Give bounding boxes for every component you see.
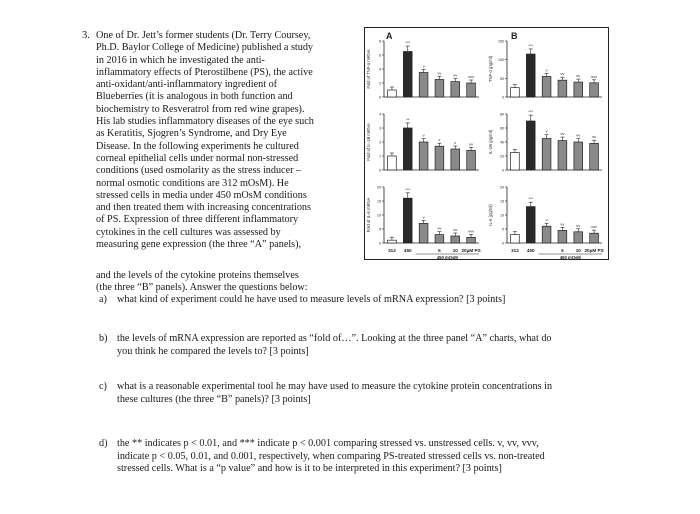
x-tick-label: 312 [511, 248, 519, 253]
y-tick-label: 0 [502, 241, 504, 246]
y-tick-label: 80 [500, 112, 504, 117]
intro-line: corneal epithelial cells under normal non-stressed [96, 152, 299, 164]
x-tick-label: 450 [526, 248, 535, 253]
bar [419, 142, 428, 170]
y-axis-label: Fold of IL-1B mRNA [366, 123, 371, 161]
bar [419, 223, 428, 243]
bar [451, 82, 460, 97]
y-tick-label: 15 [500, 199, 504, 204]
y-tick-label: 6 [379, 53, 381, 58]
significance-label: vv [560, 131, 565, 137]
bar [590, 233, 599, 243]
y-tick-label: 3 [379, 126, 381, 131]
bar [574, 232, 583, 243]
bar [467, 237, 476, 243]
bar [467, 150, 476, 170]
bar [467, 83, 476, 97]
subquestion-text-line: what kind of experiment could he have used to measure levels of mRNA expression? [3 points] [117, 294, 506, 305]
y-tick-label: 20 [500, 185, 504, 190]
intro-line: as Keratitis, Sjogren’s Syndrome, and Dry Eye [96, 128, 287, 140]
subquestion-c [99, 381, 553, 406]
figure-border [365, 28, 609, 260]
y-tick-label: 0 [502, 168, 504, 173]
significance-label: v [422, 214, 425, 220]
bar [435, 146, 444, 170]
significance-label: vv [437, 70, 442, 76]
bar [590, 83, 599, 97]
y-tick-label: 2 [379, 140, 381, 145]
intro-line: anti-oxidant/anti-inflammatory ingredient of [96, 79, 278, 91]
bar [542, 226, 551, 243]
significance-label: vv [592, 134, 597, 140]
y-tick-label: 5 [502, 227, 504, 232]
subquestion-text-line: stressed cells. What is a “p value” and how is it to be interpreted in this experiment? [3 points] [117, 463, 502, 474]
y-tick-label: 0 [379, 95, 381, 100]
significance-label: v [545, 128, 548, 134]
bar [558, 80, 567, 97]
y-axis-label: IL-1B (pg/ml) [488, 129, 493, 155]
significance-label: v [422, 63, 425, 69]
intro-line: of PS. Expression of three different inflammatory [96, 214, 299, 226]
subquestion-a [99, 294, 506, 307]
significance-label: v [545, 67, 548, 73]
bar [451, 149, 460, 170]
y-axis-label: Fold of TNF-α mRNA [366, 49, 371, 89]
bar [558, 230, 567, 243]
significance-label: *** [528, 196, 534, 202]
bar [574, 82, 583, 97]
question-intro-tail [96, 270, 396, 295]
intro-line: Blueberries (it is analogous in both function and [96, 91, 293, 103]
significance-label: vv [453, 72, 458, 78]
x-group-label: 450 mOsM [436, 255, 458, 260]
significance-label: v [438, 137, 441, 143]
x-group-label: 450 mOsM [559, 255, 581, 260]
significance-label: vv [560, 221, 565, 227]
intro-line: conditions (used osmolarity as the stress inducer – [96, 165, 302, 177]
y-tick-label: 60 [500, 126, 504, 131]
y-tick-label: 10 [500, 213, 504, 218]
intro-line: Disease. In the following experiments he cultured [96, 140, 299, 152]
bar [542, 139, 551, 171]
y-tick-label: 0 [379, 168, 381, 173]
significance-label: vv [560, 71, 565, 77]
significance-label: vv [469, 141, 474, 147]
y-tick-label: 40 [500, 140, 504, 145]
y-tick-label: 1 [379, 154, 381, 159]
intro-line: Ph.D. Baylor College of Medicine) published a study [96, 42, 314, 54]
bar [558, 141, 567, 170]
significance-label: ** [406, 116, 410, 122]
bar [542, 76, 551, 97]
y-tick-label: 4 [379, 112, 381, 117]
x-tick-label: 450 [403, 248, 412, 253]
bar [388, 240, 397, 243]
significance-label: vv [576, 73, 581, 79]
intro-tail-line: (the three “B” panels). Answer the questions below: [96, 282, 308, 294]
significance-label: v [454, 140, 457, 145]
x-tick-label: 20μM PS [461, 248, 481, 253]
subquestion-label: a) [99, 294, 107, 305]
significance-label: v [422, 132, 425, 138]
subquestion-text-line: you think he compared the levels to? [3 points] [117, 345, 309, 357]
subquestion-text-line: these cultures (the three “B” panels)? [3 points] [117, 393, 311, 405]
y-axis-label: Fold of IL-6 mRNA [366, 197, 371, 233]
y-tick-label: 20 [500, 154, 504, 159]
intro-line: and then treated them with increasing concentrations [96, 202, 311, 214]
panel-a-label: A [386, 31, 393, 41]
cytokine-figure [364, 27, 609, 260]
intro-line: normal osmotic conditions are 312 mOsM). He [96, 177, 289, 189]
significance-label: vvv [591, 73, 598, 79]
bar [419, 73, 428, 98]
y-tick-label: 150 [498, 39, 504, 44]
y-tick-label: 15 [377, 199, 381, 204]
significance-label: *** [528, 109, 534, 115]
significance-label: vv [453, 227, 458, 232]
bar [388, 90, 397, 97]
subquestion-d [99, 438, 545, 476]
bar [590, 143, 599, 170]
intro-line: biochemistry to Resveratrol from red wine grapes). [96, 103, 305, 115]
significance-label: vv [576, 132, 581, 138]
significance-label: vvv [468, 228, 475, 234]
bar [526, 207, 535, 243]
significance-label: *** [405, 40, 411, 46]
significance-label: v [545, 217, 548, 223]
x-tick-label: 10 [452, 248, 458, 253]
bar [435, 235, 444, 243]
intro-line: One of Dr. Jett’s former students (Dr. Terry Coursey, [96, 30, 311, 41]
y-tick-label: 8 [379, 39, 381, 44]
bar [451, 236, 460, 243]
intro-line: stressed cells in media under 450 mOsM conditions [96, 189, 307, 201]
y-tick-label: 5 [379, 227, 381, 232]
x-tick-label: 5 [438, 248, 441, 253]
x-tick-label: 312 [388, 248, 396, 253]
subquestion-text-line: the ** indicates p < 0.01, and *** indicate p < 0.001 comparing stressed vs. unstressed cells. v, vv, vvv, [117, 438, 539, 449]
intro-line: inflammatory effects of Pterostilbene (PS), the active [96, 66, 313, 78]
bar [403, 52, 412, 98]
y-tick-label: 4 [379, 67, 381, 72]
subquestion-text-line: what is a reasonable experimental tool he may have used to measure the cytokine protein concentrations in [117, 381, 553, 392]
significance-label: vv [576, 222, 581, 228]
intro-line: measuring gene expression (the three “A” panels), [96, 239, 302, 251]
y-axis-label: IL-6 (pg/ml) [488, 204, 493, 226]
y-tick-label: 0 [502, 95, 504, 100]
intro-line: cytokines in the cell cultures was assessed by [96, 226, 281, 238]
bar [435, 80, 444, 98]
intro-line: in 2016 in which he investigated the anti- [96, 54, 265, 66]
question-number: 3. [82, 30, 90, 41]
significance-label: vvv [468, 74, 475, 79]
panel-b-label: B [511, 31, 518, 41]
question-intro [96, 30, 358, 251]
y-tick-label: 100 [498, 58, 504, 63]
y-tick-label: 50 [500, 76, 504, 81]
y-tick-label: 10 [377, 213, 381, 218]
subquestion-text-line: the levels of mRNA expression are reported as “fold of…”. Looking at the three panel “A” charts, what do [117, 333, 552, 344]
subquestion-label: c) [99, 381, 107, 392]
x-tick-label: 10 [575, 248, 581, 253]
subquestion-label: d) [99, 438, 108, 449]
bar [403, 128, 412, 170]
intro-line: His lab studies inflammatory diseases of the eye such [96, 116, 314, 128]
bar [526, 121, 535, 170]
bar [511, 235, 520, 243]
subquestion-label: b) [99, 333, 108, 344]
intro-tail-line: and the levels of the cytokine proteins themselves [96, 270, 299, 281]
subquestion-text-line: indicate p < 0.05, 0.01, and 0.001, respectively, when comparing PS-treated stressed cells vs. non-treated [117, 450, 545, 462]
significance-label: *** [405, 186, 411, 192]
bar [403, 198, 412, 243]
significance-label: vvv [591, 224, 598, 230]
x-tick-label: 5 [561, 248, 564, 253]
y-tick-label: 0 [379, 241, 381, 246]
y-tick-label: 2 [379, 81, 381, 86]
significance-label: vv [437, 225, 442, 231]
bar [511, 153, 520, 171]
y-axis-label: TNF-α (pg/ml) [488, 55, 493, 83]
bar [574, 142, 583, 170]
bar [511, 88, 520, 97]
subquestion-b [99, 333, 552, 358]
bar [526, 54, 535, 97]
x-tick-label: 20μM PS [584, 248, 604, 253]
bar [388, 156, 397, 170]
y-tick-label: 20 [377, 185, 381, 190]
significance-label: *** [528, 42, 534, 48]
